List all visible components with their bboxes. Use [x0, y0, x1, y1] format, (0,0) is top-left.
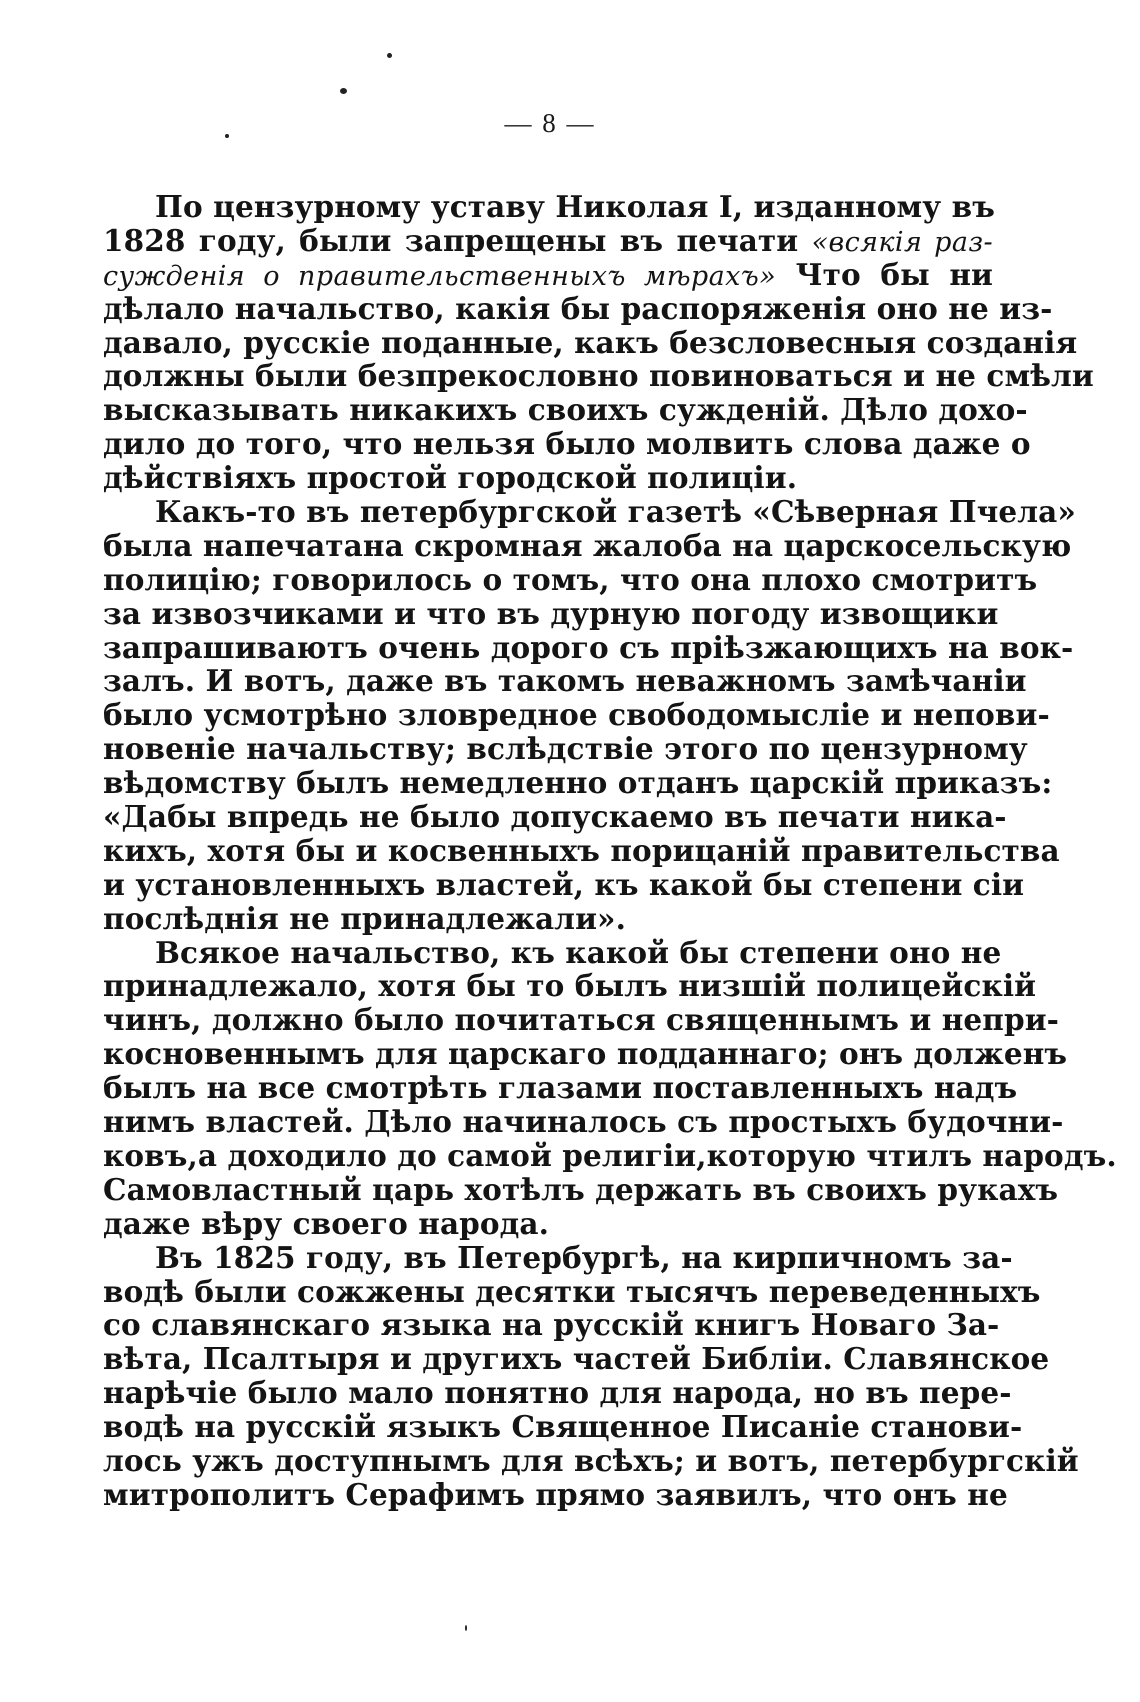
paragraph	[103, 1239, 1079, 1512]
text-line	[103, 190, 993, 224]
text-line	[103, 866, 1025, 902]
text-line	[103, 426, 1031, 462]
text-line	[103, 1442, 1079, 1478]
text-segment: полицію; говорилось о томъ, что она плохо смотритъ	[103, 561, 1038, 597]
text-segment: была напечатана скромная жалоба на царскосельскую	[103, 527, 1072, 563]
text-line	[103, 494, 1076, 530]
text-line	[103, 968, 1037, 1004]
text-segment: запрашиваютъ очень дорого съ пріѣзжающихъ на вок-	[103, 629, 1074, 665]
text-segment: По цензурному уставу Николая I, изданному въ	[155, 189, 995, 224]
text-segment: должны были безпрекословно повиноваться и не смѣли	[103, 358, 1094, 394]
print-speck	[465, 1625, 467, 1631]
text-segment: Какъ-то въ петербургской газетѣ «Сѣверная Пчела»	[155, 494, 1076, 530]
text-segment: вѣдомству былъ немедленно отданъ царскій приказъ:	[103, 765, 1053, 801]
text-segment: и установленныхъ властей, къ какой бы степени сіи	[103, 866, 1025, 902]
text-line	[103, 561, 1038, 597]
text-line	[103, 663, 1027, 699]
body-text	[103, 189, 1117, 1512]
text-segment: за извозчиками и что въ дурную погоду извощики	[103, 595, 999, 631]
text-line	[103, 1104, 1064, 1140]
text-segment: ковъ,а доходило до самой религіи,которую чтилъ народъ.	[103, 1137, 1117, 1173]
print-speck	[340, 88, 347, 94]
text-line	[103, 595, 999, 631]
print-speck	[225, 134, 229, 138]
page-number: — 8 —	[504, 108, 596, 138]
text-segment: митрополитъ Серафимъ прямо заявилъ, что онъ не	[103, 1476, 1008, 1512]
text-segment: залъ. И вотъ, даже въ такомъ неважномъ замѣчаніи	[103, 663, 1027, 699]
text-line	[103, 461, 993, 495]
text-line	[103, 765, 1053, 801]
paragraph	[103, 494, 1076, 936]
text-segment: давало, русскіе поданные, какъ безсловесныя созданія	[103, 324, 1078, 360]
text-line	[103, 731, 1028, 767]
text-segment: вѣта, Псалтыря и другихъ частей Библіи. Славянское	[103, 1341, 1050, 1377]
text-line	[103, 290, 1053, 326]
italic-quote: «всякія раз-	[811, 226, 993, 258]
text-line	[103, 358, 1094, 394]
text-line	[103, 1036, 1068, 1072]
text-line	[103, 1476, 1008, 1512]
text-line	[103, 1409, 1023, 1445]
text-segment: дѣйствіяхъ простой городской полиціи.	[103, 460, 798, 496]
text-line	[103, 799, 1007, 835]
text-segment: даже вѣру своего народа.	[103, 1205, 550, 1241]
text-segment: «Дабы впредь не было допускаемо въ печати ника-	[103, 799, 1007, 835]
text-segment: кихъ, хотя бы и косвенныхъ порицаній правительства	[103, 832, 1060, 868]
text-segment: водѣ были сожжены десятки тысячъ переведенныхъ	[103, 1273, 1041, 1309]
text-segment: дѣлало начальство, какія бы распоряженія оно не из-	[103, 290, 1053, 326]
text-segment: нимъ властей. Дѣло начиналось съ простыхъ будочни-	[103, 1104, 1064, 1140]
text-line	[103, 1070, 1018, 1106]
print-speck	[387, 53, 392, 58]
text-line	[103, 1375, 1012, 1411]
text-segment: 1828 году, были запрещены въ печати	[103, 222, 812, 258]
text-line	[103, 1239, 1013, 1275]
text-segment: былъ на все смотрѣть глазами поставленныхъ надъ	[103, 1070, 1018, 1106]
text-line	[103, 934, 1002, 970]
text-line	[103, 1273, 1041, 1309]
italic-quote: сужденія о правительственныхъ мѣрахъ»	[103, 260, 777, 292]
text-line	[103, 1207, 993, 1241]
text-line	[103, 629, 1074, 665]
text-segment: косновеннымъ для царскаго подданнаго; онъ долженъ	[103, 1036, 1068, 1072]
text-line	[103, 902, 993, 936]
text-segment: послѣднія не принадлежали».	[103, 900, 626, 936]
text-segment: Что бы ни	[776, 256, 993, 292]
text-line	[103, 832, 1060, 868]
text-segment: Самовластный царь хотѣлъ держать въ своихъ рукахъ	[103, 1171, 1059, 1207]
text-segment: нарѣчіе было мало понятно для народа, но въ пере-	[103, 1375, 1012, 1411]
text-line	[103, 1307, 1000, 1343]
text-segment: чинъ, должно было почитаться священнымъ и непри-	[103, 1002, 1060, 1038]
text-line	[103, 1341, 1050, 1377]
text-segment: дило до того, что нельзя было молвить слова даже о	[103, 426, 1031, 462]
text-segment: Всякое начальство, къ какой бы степени оно не	[155, 934, 1002, 970]
text-line	[103, 697, 1050, 733]
text-line	[103, 1171, 1059, 1207]
text-line	[103, 1002, 1060, 1038]
text-segment: новеніе начальству; вслѣдствіе этого по цензурному	[103, 731, 1028, 767]
text-line	[103, 324, 1078, 360]
paragraph	[103, 189, 1094, 496]
text-segment: высказывать никакихъ своихъ сужденій. Дѣло дохо-	[103, 392, 1028, 428]
paragraph	[103, 934, 1117, 1241]
text-segment: лось ужъ доступнымъ для всѣхъ; и вотъ, петербургскій	[103, 1442, 1079, 1478]
text-line	[103, 527, 1072, 563]
text-line	[103, 224, 993, 258]
text-segment: со славянскаго языка на русскій книгъ Новаго За-	[103, 1307, 1000, 1343]
text-segment: было усмотрѣно зловредное свободомысліе и непови-	[103, 697, 1050, 733]
text-line	[103, 258, 993, 292]
text-segment: принадлежало, хотя бы то былъ низшій полицейскій	[103, 968, 1037, 1004]
text-segment: водѣ на русскій языкъ Священное Писаніе станови-	[103, 1409, 1023, 1445]
text-segment: Въ 1825 году, въ Петербургѣ, на кирпичномъ за-	[155, 1239, 1013, 1275]
text-line	[103, 1137, 1117, 1173]
text-line	[103, 392, 1028, 428]
